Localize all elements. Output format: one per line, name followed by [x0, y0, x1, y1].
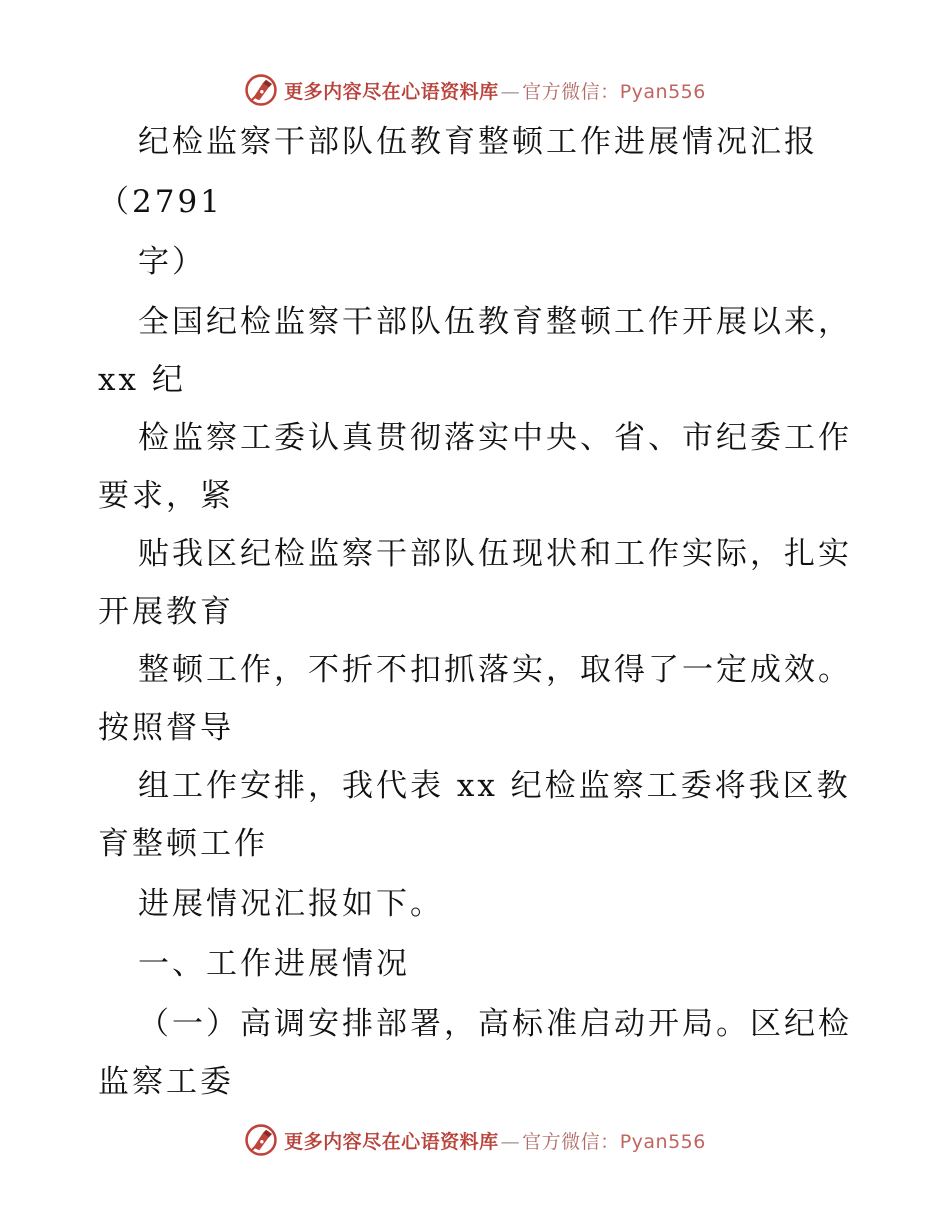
text-line: （一）高调安排部署，高标准启动开局。区纪检: [138, 1006, 852, 1042]
banner-separator: —: [500, 80, 521, 103]
text-line: 开展教育: [98, 594, 234, 630]
text-line: 整顿工作，不折不扣抓落实，取得了一定成效。: [138, 652, 852, 688]
section-heading: 一、工作进展情况: [138, 946, 410, 982]
text-line: 检监察工委认真贯彻落实中央、省、市纪委工作: [138, 420, 852, 456]
banner-separator: —: [500, 1130, 521, 1153]
header-banner-text: [284, 77, 706, 104]
text-line: （2791: [98, 184, 223, 220]
text-line: 监察工委: [98, 1064, 234, 1100]
text-line: 贴我区纪检监察干部队伍现状和工作实际，扎实: [138, 536, 852, 572]
text-line: xx 纪: [98, 362, 186, 398]
document-title: 纪检监察干部队伍教育整顿工作进展情况汇报: [138, 124, 818, 160]
banner-wechat-label: 官方微信：: [522, 1130, 620, 1153]
banner-wechat-label: 官方微信：: [522, 80, 620, 103]
text-line: 全国纪检监察干部队伍教育整顿工作开展以来，: [138, 304, 852, 340]
text-line: 育整顿工作: [98, 826, 268, 862]
footer-banner-text: [284, 1127, 706, 1154]
text-line: 字）: [138, 244, 206, 280]
banner-site-name: 更多内容尽在心语资料库: [284, 80, 499, 103]
text-line: 要求，紧: [98, 478, 234, 514]
pen-nib-logo-icon: [244, 1123, 278, 1157]
text-line: 进展情况汇报如下。: [138, 886, 444, 922]
banner-site-name: 更多内容尽在心语资料库: [284, 1130, 499, 1153]
header-banner: [0, 70, 950, 110]
text-line: 组工作安排，我代表 xx 纪检监察工委将我区教: [138, 768, 851, 804]
footer-banner: [0, 1120, 950, 1160]
banner-wechat-id: Pyan556: [619, 1130, 706, 1153]
pen-nib-logo-icon: [244, 73, 278, 107]
text-line: 按照督导: [98, 710, 234, 746]
banner-wechat-id: Pyan556: [619, 80, 706, 103]
